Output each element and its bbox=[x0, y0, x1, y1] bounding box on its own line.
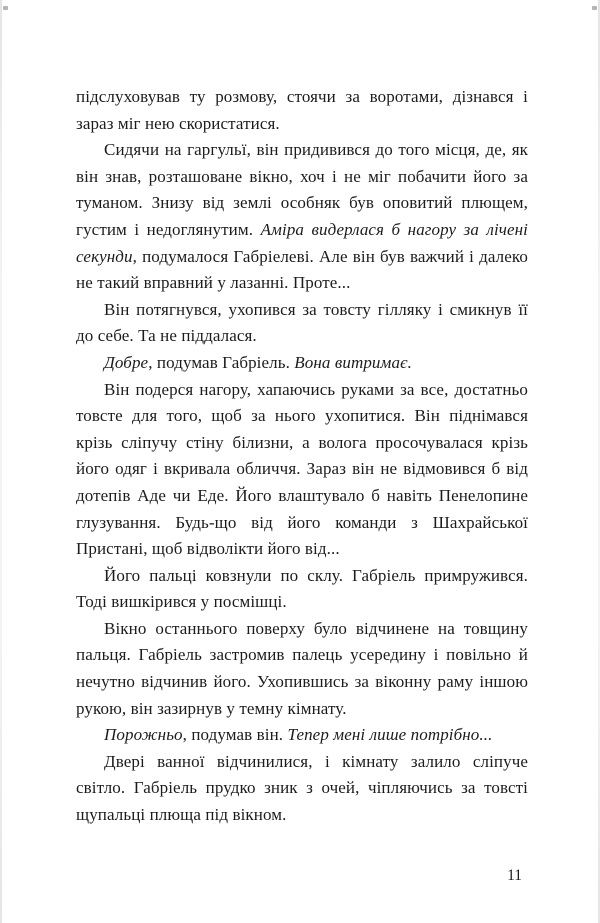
text-run: , подумав Габріель. bbox=[148, 352, 295, 372]
text-run: Вікно останнього поверху було відчинене на товщину пальця. Габріель застромив палець усередину і повільно й нечутно відчинив його. Ухопившись за віконну раму іншою рукою, він зазирнув у темну кімнату. bbox=[76, 618, 528, 718]
text-run: Він потягнувся, ухопився за товсту гілляку і смикнув її до себе. Та не піддалася. bbox=[76, 299, 528, 346]
scan-edge-left bbox=[0, 0, 2, 923]
text-run: Двері ванної відчинилися, і кімнату залило сліпуче світло. Габріель прудко зник з очей, чіпляючись за товсті щупальці плюща під вікном. bbox=[76, 751, 528, 825]
italic-text-run: Порожньо bbox=[104, 725, 183, 745]
text-run: , подумалося Габріелеві. Але він був важчий і далеко не такий вправний у лазанні. Проте... bbox=[76, 246, 528, 293]
paragraph bbox=[76, 350, 528, 377]
paragraph bbox=[76, 722, 528, 749]
paragraph bbox=[76, 616, 528, 722]
text-run: Сидячи на гаргульї, він придивився до того місця, де, як він знав, розташоване вікно, хоч і не міг побачити його за туманом. Знизу від землі особняк був оповитий плющем, густим і недоглянутим. bbox=[76, 140, 528, 239]
paragraph bbox=[76, 297, 528, 350]
scan-corner-mark-right bbox=[592, 6, 597, 10]
text-run: , подумав він. bbox=[182, 725, 288, 745]
scan-corner-mark-left bbox=[3, 6, 8, 10]
paragraph bbox=[76, 749, 528, 829]
italic-text-run: Аміра видерлася б нагору за лічені секунди bbox=[76, 219, 528, 266]
paragraph bbox=[76, 377, 528, 563]
paragraph bbox=[76, 84, 528, 137]
page-number: 11 bbox=[507, 867, 522, 884]
italic-text-run: Добре bbox=[104, 352, 149, 372]
page-text bbox=[76, 84, 528, 829]
paragraph bbox=[76, 563, 528, 616]
text-run: Він подерся нагору, хапаючись руками за все, достатньо товсте для того, щоб за нього ухопитися. Він піднімався крізь сліпучу стіну білизни, а волога просочувалася крізь його одяг і вкривала обличчя. Зараз він не відмовився б від дотепів Аде чи Еде. Його влаштувало б навіть Пенелопине глузування. Будь-що від його команди з Шахрайської Пристані, щоб відволікти його від... bbox=[76, 379, 528, 559]
paragraph bbox=[76, 137, 528, 297]
text-run: підслуховував ту розмову, стоячи за воротами, дізнався і зараз міг нею скористатися. bbox=[76, 87, 528, 133]
text-run: Його пальці ковзнули по склу. Габріель примружився. Тоді вишкірився у посмішці. bbox=[76, 565, 528, 612]
italic-text-run: Вона витримає. bbox=[294, 352, 412, 372]
italic-text-run: Тепер мені лише потрібно... bbox=[287, 725, 493, 745]
